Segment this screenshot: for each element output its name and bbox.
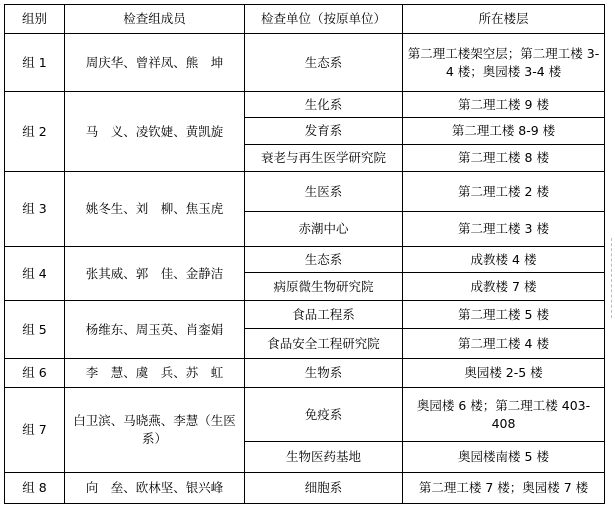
group-name-cell: 组 8 <box>5 473 65 504</box>
table-row <box>5 92 605 118</box>
floor-cell: 奥园楼 6 楼；第二理工楼 403-408 <box>403 388 605 442</box>
group-members-cell: 张其威、郭 佳、金静洁 <box>65 247 245 301</box>
unit-cell: 发育系 <box>245 118 403 145</box>
floor-cell: 奥园楼南楼 5 楼 <box>403 442 605 473</box>
floor-cell: 第二理工楼 8 楼 <box>403 145 605 172</box>
floor-cell: 第二理工楼 3 楼 <box>403 212 605 247</box>
floor-cell: 第二理工楼 7 楼；奥园楼 7 楼 <box>403 473 605 504</box>
group-members-cell: 李 慧、虞 兵、苏 虹 <box>65 359 245 388</box>
table-row <box>5 301 605 329</box>
group-members-cell: 向 垒、欧林坚、银兴峰 <box>65 473 245 504</box>
table-header-row <box>5 5 605 34</box>
header-floor: 所在楼层 <box>403 5 605 34</box>
unit-cell: 免疫系 <box>245 388 403 442</box>
group-members-cell: 姚冬生、刘 柳、焦玉虎 <box>65 172 245 247</box>
inspection-table <box>4 4 605 504</box>
floor-cell: 第二理工楼 2 楼 <box>403 172 605 212</box>
unit-cell: 衰老与再生医学研究院 <box>245 145 403 172</box>
floor-cell: 第二理工楼 5 楼 <box>403 301 605 329</box>
group-name-cell: 组 1 <box>5 34 65 92</box>
floor-cell: 成教楼 7 楼 <box>403 273 605 301</box>
group-name-cell: 组 3 <box>5 172 65 247</box>
group-name-cell: 组 2 <box>5 92 65 172</box>
table-row <box>5 388 605 442</box>
unit-cell: 生物医药基地 <box>245 442 403 473</box>
group-members-cell: 周庆华、曾祥凤、熊 坤 <box>65 34 245 92</box>
floor-cell: 第二理工楼架空层；第二理工楼 3-4 楼；奥园楼 3-4 楼 <box>403 34 605 92</box>
unit-cell: 生物系 <box>245 359 403 388</box>
unit-cell: 生态系 <box>245 247 403 273</box>
group-name-cell: 组 7 <box>5 388 65 473</box>
group-members-cell: 杨维东、周玉英、肖銮娟 <box>65 301 245 359</box>
unit-cell: 食品安全工程研究院 <box>245 329 403 359</box>
header-group: 组别 <box>5 5 65 34</box>
group-members-cell: 马 义、凌钦婕、黄凯旋 <box>65 92 245 172</box>
table-row <box>5 172 605 212</box>
table-row <box>5 247 605 273</box>
unit-cell: 细胞系 <box>245 473 403 504</box>
unit-cell: 赤潮中心 <box>245 212 403 247</box>
table-body <box>5 5 605 504</box>
header-unit: 检查单位（按原单位） <box>245 5 403 34</box>
floor-cell: 第二理工楼 9 楼 <box>403 92 605 118</box>
unit-cell: 食品工程系 <box>245 301 403 329</box>
unit-cell: 生态系 <box>245 34 403 92</box>
floor-cell: 第二理工楼 8-9 楼 <box>403 118 605 145</box>
table-row <box>5 359 605 388</box>
unit-cell: 病原微生物研究院 <box>245 273 403 301</box>
group-name-cell: 组 6 <box>5 359 65 388</box>
group-members-cell: 白卫滨、马晓燕、李慧（生医系） <box>65 388 245 473</box>
page-edge-guide <box>611 238 612 318</box>
floor-cell: 奥园楼 2-5 楼 <box>403 359 605 388</box>
group-name-cell: 组 5 <box>5 301 65 359</box>
table-row <box>5 473 605 504</box>
header-members: 检查组成员 <box>65 5 245 34</box>
group-name-cell: 组 4 <box>5 247 65 301</box>
unit-cell: 生化系 <box>245 92 403 118</box>
table-row <box>5 34 605 92</box>
floor-cell: 成教楼 4 楼 <box>403 247 605 273</box>
floor-cell: 第二理工楼 4 楼 <box>403 329 605 359</box>
unit-cell: 生医系 <box>245 172 403 212</box>
